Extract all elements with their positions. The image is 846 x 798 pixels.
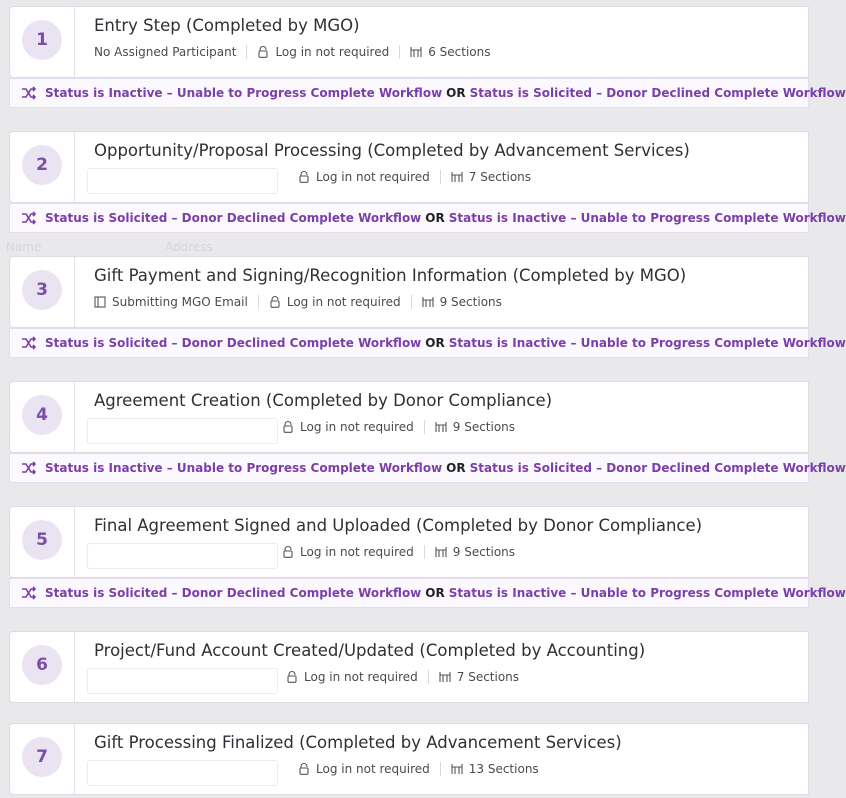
lock-icon [298, 171, 310, 183]
workflow-step[interactable] [9, 506, 809, 578]
condition-second: Status is Inactive – Unable to Progress Complete Workflow [448, 336, 846, 350]
lock-icon [298, 763, 310, 775]
bg-name-label: Name [6, 240, 42, 254]
workflow-step[interactable] [9, 131, 809, 203]
step-meta [94, 45, 491, 59]
divider [258, 295, 259, 309]
participant-field[interactable] [87, 668, 278, 694]
divider [440, 170, 441, 184]
bg-address-placeholder: Address [165, 240, 213, 254]
sections-icon [435, 546, 447, 558]
step-title: Agreement Creation (Completed by Donor Compliance) [94, 391, 553, 410]
sections-icon [451, 763, 463, 775]
workflow-condition[interactable] [9, 453, 846, 483]
step-meta [94, 295, 502, 309]
step-title: Opportunity/Proposal Processing (Completed by Advancement Services) [94, 141, 690, 160]
condition-second: Status is Inactive – Unable to Progress Complete Workflow [448, 211, 846, 225]
step-meta [282, 545, 515, 559]
workflow-step[interactable] [9, 381, 809, 453]
workflow-condition[interactable] [9, 578, 846, 608]
workflow-step[interactable] [9, 723, 809, 795]
branch-icon [21, 211, 37, 225]
divider [440, 762, 441, 776]
step-title: Final Agreement Signed and Uploaded (Completed by Donor Compliance) [94, 516, 703, 535]
step-number: 7 [22, 737, 62, 777]
condition-or: OR [425, 336, 445, 350]
participant-field[interactable] [87, 168, 278, 194]
condition-or: OR [425, 211, 445, 225]
sections-icon [410, 46, 422, 58]
lock-icon [257, 46, 269, 58]
sections-label: 9 Sections [452, 420, 516, 434]
lock-icon [282, 546, 294, 558]
lock-icon [269, 296, 281, 308]
workflow-condition[interactable] [9, 78, 846, 108]
step-title: Project/Fund Account Created/Updated (Completed by Accounting) [94, 641, 646, 660]
divider [246, 45, 247, 59]
divider [399, 45, 400, 59]
sections-label: 6 Sections [428, 45, 491, 59]
workflow-condition[interactable] [9, 203, 846, 233]
login-label: Log in not required [304, 670, 418, 684]
sections-label: 13 Sections [468, 762, 539, 776]
condition-first: Status is Solicited – Donor Declined Complete Workflow [45, 211, 422, 225]
step-meta [286, 670, 519, 684]
participant-label: No Assigned Participant [94, 45, 237, 59]
step-title: Gift Processing Finalized (Completed by Advancement Services) [94, 733, 622, 752]
step-number: 3 [22, 270, 62, 310]
participant-field[interactable] [87, 418, 278, 444]
divider [411, 295, 412, 309]
divider [424, 545, 425, 559]
condition-first: Status is Inactive – Unable to Progress Complete Workflow [45, 86, 443, 100]
participant-label: Submitting MGO Email [112, 295, 248, 309]
sections-icon [451, 171, 463, 183]
login-label: Log in not required [300, 420, 414, 434]
condition-second: Status is Solicited – Donor Declined Complete Workflow [469, 461, 846, 475]
step-number: 2 [22, 145, 62, 185]
divider [428, 670, 429, 684]
sections-label: 9 Sections [439, 295, 502, 309]
sections-icon [439, 671, 451, 683]
email-field-icon [94, 296, 106, 308]
step-meta [298, 170, 531, 184]
condition-first: Status is Inactive – Unable to Progress Complete Workflow [45, 461, 443, 475]
participant-field[interactable] [87, 543, 278, 569]
step-meta [298, 762, 539, 776]
login-label: Log in not required [316, 762, 430, 776]
step-number: 1 [22, 20, 62, 60]
participant-field[interactable] [87, 760, 278, 786]
condition-first: Status is Solicited – Donor Declined Complete Workflow [45, 586, 422, 600]
step-title: Gift Payment and Signing/Recognition Information (Completed by MGO) [94, 266, 687, 285]
condition-second: Status is Solicited – Donor Declined Complete Workflow [469, 86, 846, 100]
login-label: Log in not required [300, 545, 414, 559]
step-meta [282, 420, 515, 434]
workflow-step[interactable] [9, 6, 809, 78]
condition-or: OR [446, 461, 466, 475]
sections-icon [422, 296, 434, 308]
step-number: 4 [22, 395, 62, 435]
lock-icon [286, 671, 298, 683]
login-label: Log in not required [316, 170, 430, 184]
branch-icon [21, 336, 37, 350]
condition-or: OR [425, 586, 445, 600]
branch-icon [21, 86, 37, 100]
sections-label: 7 Sections [468, 170, 532, 184]
condition-second: Status is Inactive – Unable to Progress Complete Workflow [448, 586, 846, 600]
lock-icon [282, 421, 294, 433]
branch-icon [21, 461, 37, 475]
condition-first: Status is Solicited – Donor Declined Complete Workflow [45, 336, 422, 350]
step-number: 5 [22, 520, 62, 560]
branch-icon [21, 586, 37, 600]
login-label: Log in not required [286, 295, 401, 309]
divider [424, 420, 425, 434]
workflow-step[interactable] [9, 256, 809, 328]
step-number: 6 [22, 645, 62, 685]
login-label: Log in not required [275, 45, 390, 59]
workflow-condition[interactable] [9, 328, 846, 358]
workflow-step[interactable] [9, 631, 809, 703]
sections-icon [435, 421, 447, 433]
step-title: Entry Step (Completed by MGO) [94, 16, 360, 35]
sections-label: 9 Sections [452, 545, 516, 559]
sections-label: 7 Sections [456, 670, 520, 684]
condition-or: OR [446, 86, 466, 100]
